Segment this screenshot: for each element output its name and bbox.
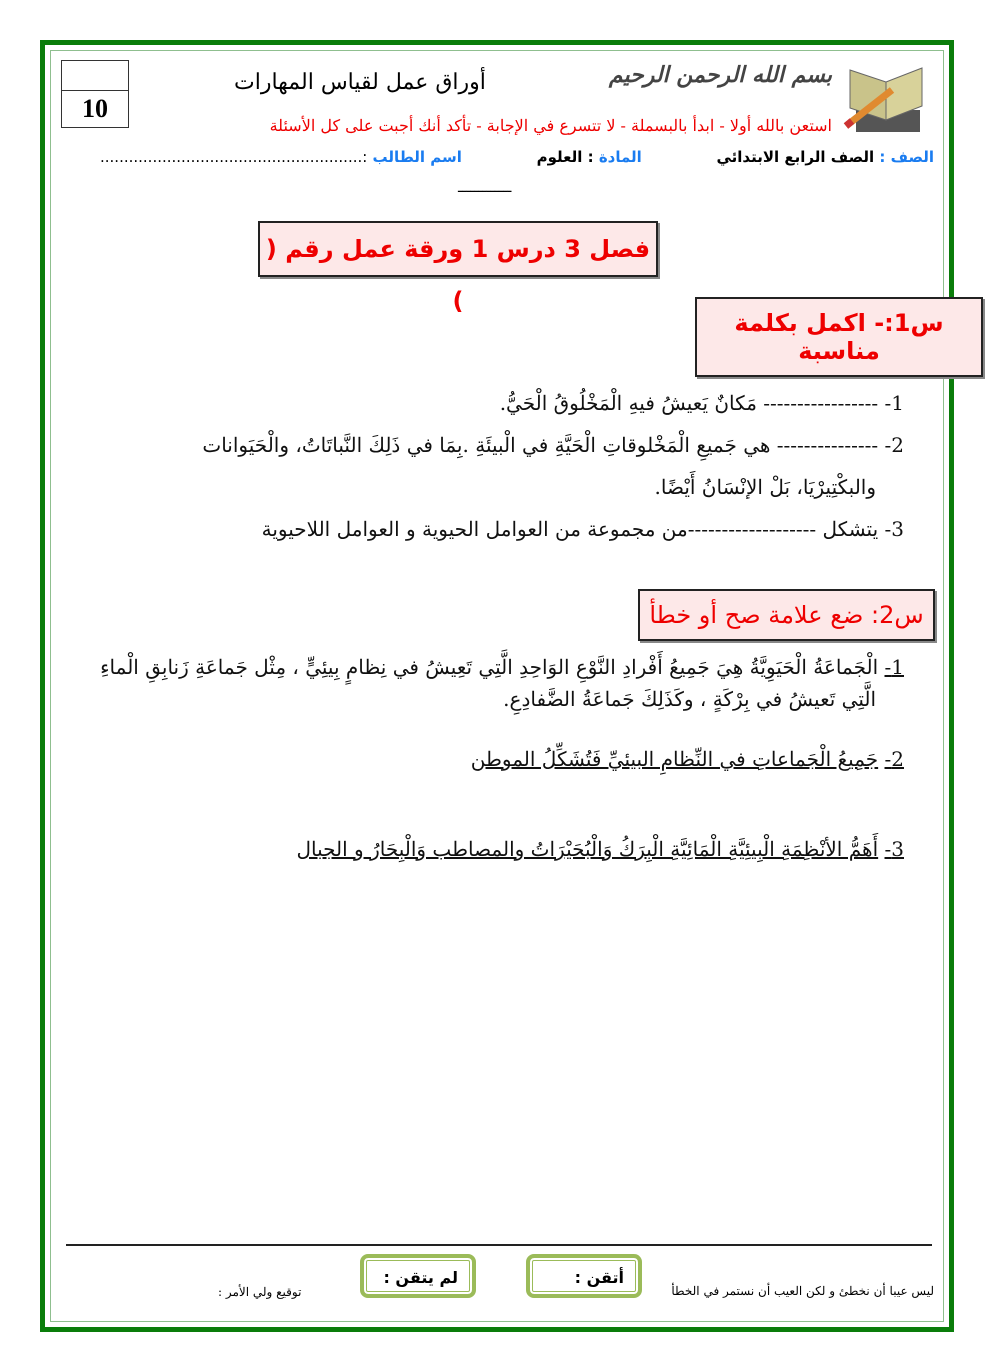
- item-text: الْجَماعَةُ الْحَيَوِيَّةُ هِيَ جَمِيعُ أَفْرادِ النَّوْعِ الوَاحِدِ الَّتِي تَعِيشُ في نِظامٍ بِيئِيٍّ ، مِثْل جَماعَةِ زَنابِقِ الْماءِ: [100, 655, 879, 679]
- worksheet-heading: أوراق عمل لقياس المهارات: [234, 70, 486, 95]
- grade-label: الصف :: [879, 148, 934, 166]
- q2-item-1: [50, 651, 904, 683]
- footer-divider: [66, 1244, 932, 1246]
- instructions: استعن بالله أولا - ابدأ بالبسملة - لا تتسرع في الإجابة - تأكد أنك أجبت على كل الأسئلة: [269, 116, 832, 135]
- student-name-field[interactable]: [100, 148, 462, 166]
- motto: ليس عيبا أن نخطئ و لكن العيب أن نستمر في الخطأ: [671, 1284, 934, 1298]
- item-number: 3-: [884, 837, 904, 861]
- student-name-blank[interactable]: :.......................................................: [100, 148, 368, 166]
- subject-value: : العلوم: [536, 148, 594, 166]
- q1-item-1: 1- ----------------- مَكانٌ يَعيشُ فيهِ الْمَخْلُوقُ الْحَيُّ.: [499, 391, 904, 415]
- subject-field: [537, 148, 642, 166]
- q2-item-1-continued: الَّتِي تَعيشُ في بِرْكَةٍ ، وكَذَلِكَ جَماعَةُ الضَّفادِعِ.: [503, 687, 876, 711]
- not-mastered-box[interactable]: لم يتقن :: [360, 1254, 476, 1298]
- question-1-title: س1:- اكمل بكلمة مناسبة: [695, 297, 983, 377]
- student-name-label: اسم الطالب: [372, 148, 462, 166]
- guardian-signature[interactable]: توقيع ولي الأمر :: [218, 1285, 302, 1299]
- q1-item-2-continued: والبكْتِيرْيَا، بَلْ الإنْسَانُ أَيْضًا.: [654, 475, 876, 499]
- q1-item-3: 3- يتشكل -------------------من مجموعة من العوامل الحيوية و العوامل اللاحيوية: [261, 517, 904, 541]
- book-pencil-icon: [842, 60, 932, 138]
- grade-field: [716, 148, 934, 166]
- info-row: [100, 148, 934, 166]
- worksheet-number-box: [61, 60, 129, 128]
- q1-item-2: 2- --------------- هي جَميعِ الْمَخْلوقاتِ الْحَيَّةِ في الْبيئَةِ .بِمَا في ذَلِكَ النَّباتَاتُ، والْحَيَوانات: [202, 433, 904, 457]
- item-text: أَهَمُّ الأنْظِمَةِ الْبِيئِيَّةِ الْمَائِيَّةِ الْبِرَكُ وَالْبُحَيْرَاتُ والمصاطب وَالْبِحَارُ و الجبال: [296, 837, 879, 861]
- separator: ـــــــــــــ: [458, 180, 512, 196]
- q2-item-3: [70, 833, 904, 865]
- mastered-box[interactable]: أتقن :: [526, 1254, 642, 1298]
- worksheet-title: فصل 3 درس 1 ورقة عمل رقم ( ): [258, 221, 658, 277]
- worksheet-number: 10: [82, 94, 108, 123]
- question-2-title: س2: ضع علامة صح أو خطأ: [638, 589, 935, 641]
- bismillah-calligraphy: بسم الله الرحمن الرحيم: [608, 62, 832, 88]
- item-number: 2-: [884, 747, 904, 771]
- item-text: جَمِيعُ الْجَماعاتِ في النِّظامِ البيئيِّ فَتُشَكِّلُ الموطن: [470, 747, 879, 771]
- grade-value: الصف الرابع الابتدائي: [716, 148, 875, 166]
- item-number: 1-: [884, 655, 904, 679]
- q2-item-2: [70, 743, 904, 775]
- questions-area: [70, 297, 944, 865]
- subject-label: المادة: [598, 148, 642, 166]
